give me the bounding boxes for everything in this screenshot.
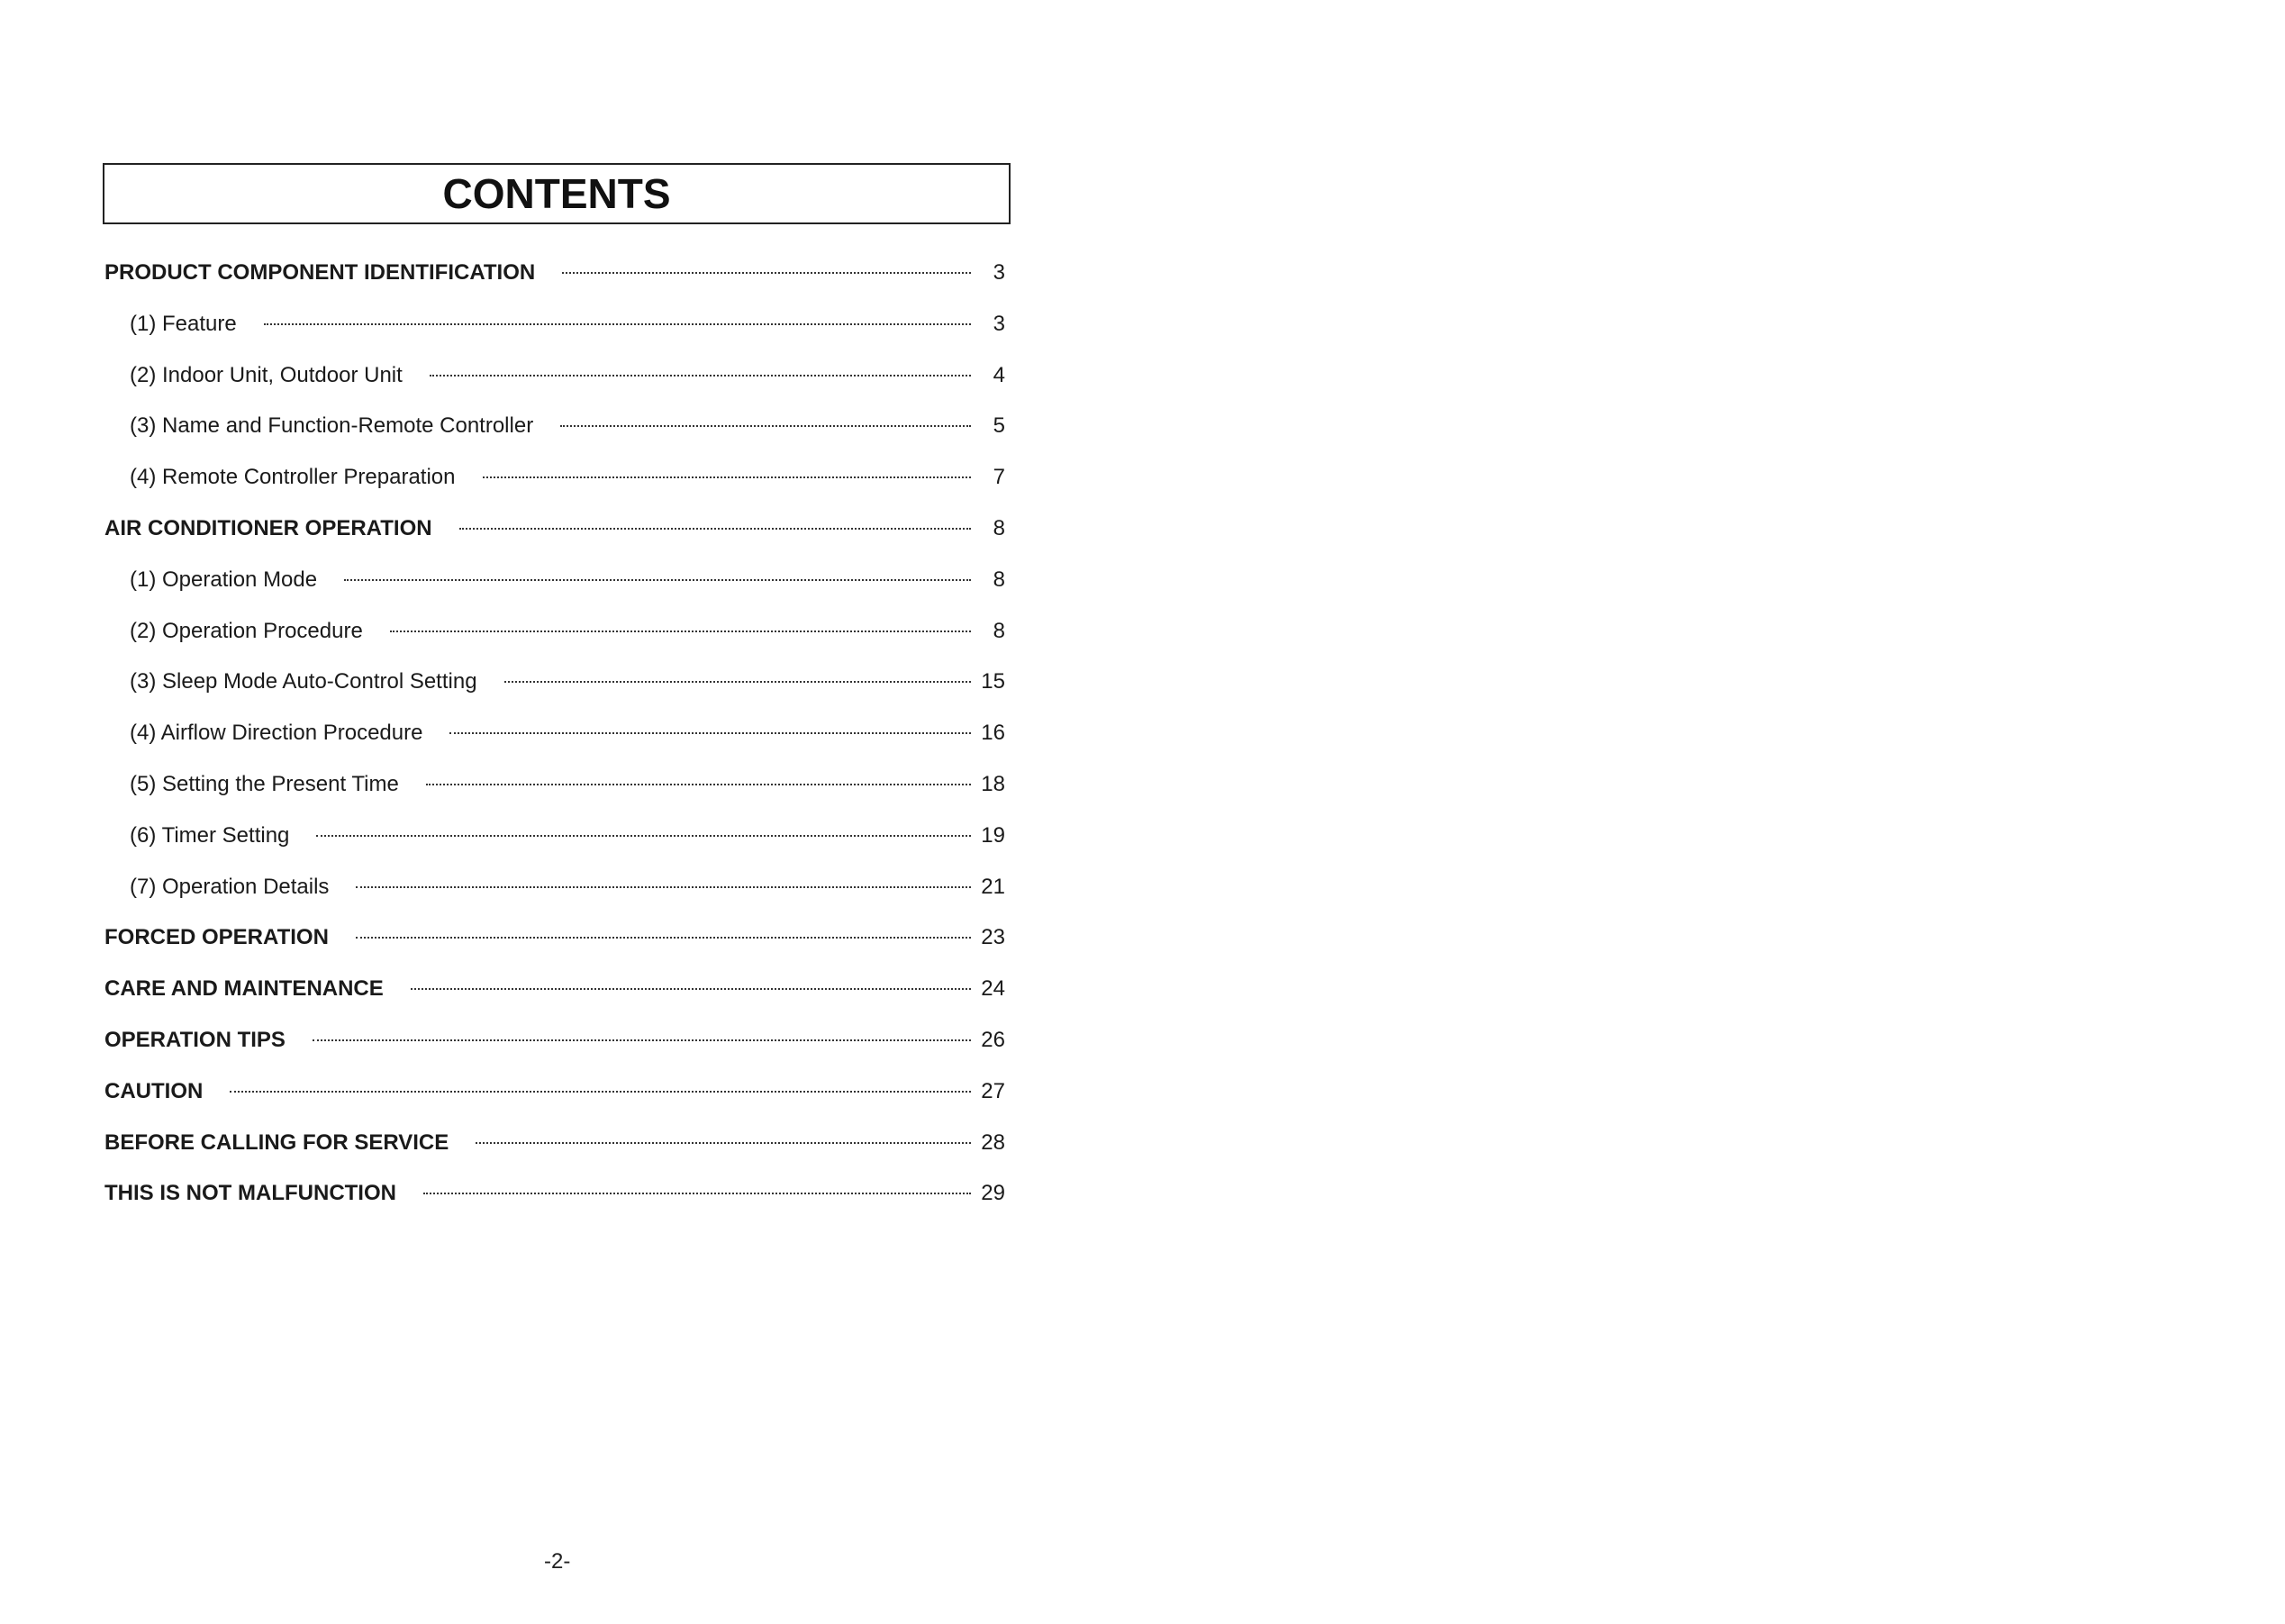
toc-subsection-entry	[104, 823, 1005, 875]
dot-leader	[560, 425, 971, 427]
toc-entry-label: (3) Name and Function-Remote Controller	[130, 413, 534, 439]
toc-entry-label: (2) Indoor Unit, Outdoor Unit	[130, 362, 403, 387]
toc-subsection-entry	[104, 772, 1005, 823]
dot-leader	[313, 1039, 971, 1041]
dot-leader	[316, 835, 971, 837]
toc-entry-page-number: 19	[981, 822, 1005, 848]
toc-entry-page-number: 7	[993, 465, 1005, 490]
toc-entry-page-number: 18	[981, 771, 1005, 796]
dot-leader	[476, 1142, 971, 1144]
dot-leader	[356, 886, 971, 888]
toc-subsection-entry	[104, 567, 1005, 619]
toc-section-entry	[104, 1130, 1005, 1182]
toc-subsection-entry	[104, 465, 1005, 516]
dot-leader	[483, 476, 972, 478]
toc-entry-page-number: 3	[993, 311, 1005, 336]
toc-entry-label: (4) Airflow Direction Procedure	[130, 721, 423, 746]
toc-entry-page-number: 29	[981, 1181, 1005, 1206]
toc-entry-label: CARE AND MAINTENANCE	[104, 976, 384, 1002]
toc-entry-page-number: 8	[993, 567, 1005, 592]
toc-entry-page-number: 5	[993, 413, 1005, 439]
toc-entry-label: (5) Setting the Present Time	[130, 771, 399, 796]
dot-leader	[504, 681, 971, 683]
dot-leader	[356, 937, 971, 939]
dot-leader	[426, 784, 971, 785]
toc-entry-page-number: 26	[981, 1027, 1005, 1052]
page-title: CONTENTS	[442, 170, 671, 217]
toc-subsection-entry	[104, 363, 1005, 414]
toc-section-entry	[104, 976, 1005, 1028]
toc-entry-label: FORCED OPERATION	[104, 925, 329, 950]
dot-leader	[562, 272, 971, 274]
dot-leader	[423, 1193, 971, 1194]
toc-section-entry	[104, 1079, 1005, 1130]
toc-entry-label: (3) Sleep Mode Auto-Control Setting	[130, 669, 477, 694]
toc-entry-label: BEFORE CALLING FOR SERVICE	[104, 1130, 449, 1155]
toc-section-entry	[104, 925, 1005, 976]
toc-entry-label: THIS IS NOT MALFUNCTION	[104, 1181, 396, 1206]
toc-entry-page-number: 23	[981, 925, 1005, 950]
toc-section-entry	[104, 516, 1005, 567]
dot-leader	[430, 375, 971, 377]
toc-entry-label: OPERATION TIPS	[104, 1027, 286, 1052]
toc-entry-page-number: 27	[981, 1078, 1005, 1103]
toc-entry-page-number: 16	[981, 721, 1005, 746]
toc-subsection-entry	[104, 721, 1005, 772]
toc-subsection-entry	[104, 875, 1005, 926]
dot-leader	[344, 579, 971, 581]
toc-entry-page-number: 15	[981, 669, 1005, 694]
toc-entry-label: AIR CONDITIONER OPERATION	[104, 515, 432, 540]
toc-entry-label: CAUTION	[104, 1078, 204, 1103]
toc-entry-label: PRODUCT COMPONENT IDENTIFICATION	[104, 260, 536, 285]
toc-entry-label: (2) Operation Procedure	[130, 618, 363, 643]
toc-entry-page-number: 21	[981, 874, 1005, 899]
dot-leader	[459, 528, 971, 530]
toc-subsection-entry	[104, 312, 1005, 363]
dot-leader	[230, 1091, 971, 1093]
toc-entry-label: (4) Remote Controller Preparation	[130, 465, 456, 490]
toc-section-entry	[104, 1181, 1005, 1232]
toc-entry-page-number: 28	[981, 1130, 1005, 1155]
dot-leader	[390, 631, 971, 632]
dot-leader	[449, 732, 971, 734]
toc-entry-page-number: 3	[993, 260, 1005, 285]
toc-entry-label: (1) Operation Mode	[130, 567, 318, 592]
toc-section-entry	[104, 260, 1005, 312]
table-of-contents	[104, 260, 1005, 1232]
toc-entry-label: (7) Operation Details	[130, 874, 330, 899]
toc-subsection-entry	[104, 669, 1005, 721]
toc-entry-page-number: 4	[993, 362, 1005, 387]
dot-leader	[264, 323, 971, 325]
contents-title-box	[103, 163, 1011, 224]
toc-section-entry	[104, 1028, 1005, 1079]
toc-subsection-entry	[104, 413, 1005, 465]
toc-entry-page-number: 8	[993, 515, 1005, 540]
page-number: -2-	[544, 1549, 571, 1574]
toc-entry-page-number: 8	[993, 618, 1005, 643]
toc-subsection-entry	[104, 619, 1005, 670]
toc-entry-label: (6) Timer Setting	[130, 822, 290, 848]
toc-entry-label: (1) Feature	[130, 311, 237, 336]
dot-leader	[411, 988, 971, 990]
toc-entry-page-number: 24	[981, 976, 1005, 1002]
